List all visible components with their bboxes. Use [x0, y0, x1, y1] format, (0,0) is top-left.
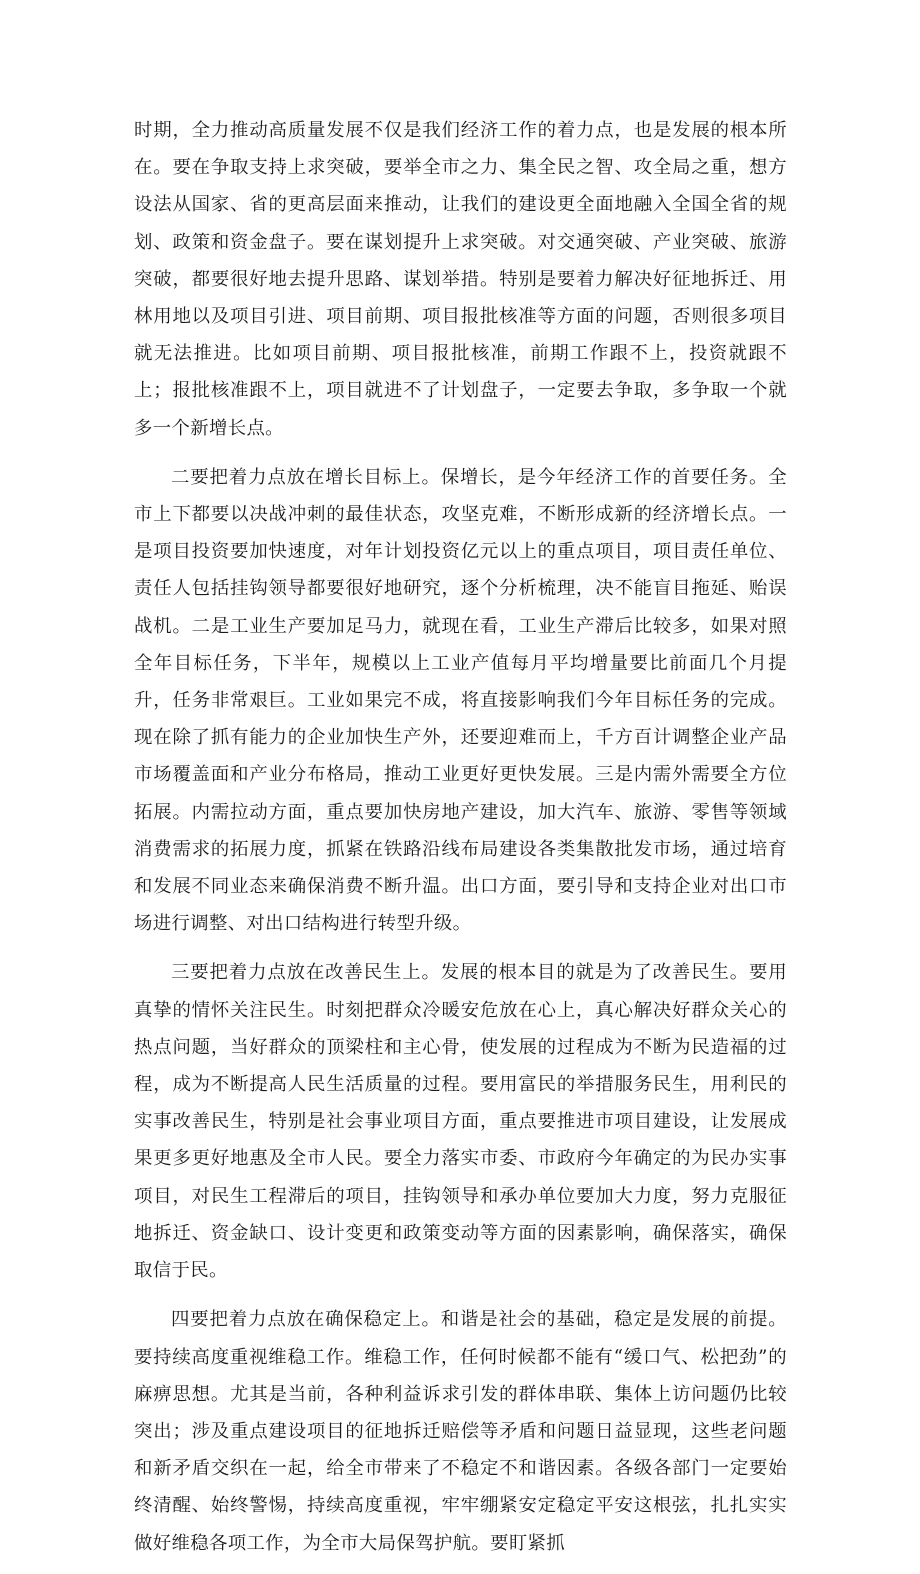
paragraph-continued: 时期，全力推动高质量发展不仅是我们经济工作的着力点，也是发展的根本所在。要在争取支持上求突破，要举全市之力、集全民之智、攻全局之重，想方设法从国家、省的更高层面来推动，让我们的建设更全面地融入全国全省的规划、政策和资金盘子。要在谋划提升上求突破。对交通突破、产业突破、旅游突破，都要很好地去提升思路、谋划举措。特别是要着力解决好征地拆迁、用林用地以及项目引进、项目前期、项目报批核准等方面的问题，否则很多项目就无法推进。比如项目前期、项目报批核准，前期工作跟不上，投资就跟不上；报批核准跟不上，项目就进不了计划盘子，一定要去争取，多争取一个就多一个新增长点。: [134, 120, 787, 439]
paragraph-growth-targets: 二要把着力点放在增长目标上。保增长，是今年经济工作的首要任务。全市上下都要以决战冲刺的最佳状态，攻坚克难，不断形成新的经济增长点。一是项目投资要加快速度，对年计划投资亿元以上的重点项目，项目责任单位、责任人包括挂钩领导都要很好地研究，逐个分析梳理，决不能盲目拖延、贻误战机。二是工业生产要加足马力，就现在看，工业生产滞后比较多，如果对照全年目标任务，下半年，规模以上工业产值每月平均增量要比前面几个月提升，任务非常艰巨。工业如果完不成，将直接影响我们今年目标任务的完成。现在除了抓有能力的企业加快生产外，还要迎难而上，千方百计调整企业产品市场覆盖面和产业分布格局，推动工业更好更快发展。三是内需外需要全方位拓展。内需拉动方面，重点要加快房地产建设，加大汽车、旅游、零售等领域消费需求的拓展力度，抓紧在铁路沿线布局建设各类集散批发市场，通过培育和发展不同业态来确保消费不断升温。出口方面，要引导和支持企业对出口市场进行调整、对出口结构进行转型升级。: [134, 466, 787, 935]
paragraph-stability: 四要把着力点放在确保稳定上。和谐是社会的基础，稳定是发展的前提。要持续高度重视维稳工作。维稳工作，任何时候都不能有“缓口气、松把劲”的麻痹思想。尤其是当前，各种利益诉求引发的群体串联、集体上访问题仍比较突出；涉及重点建设项目的征地拆迁赔偿等矛盾和问题日益显现，这些老问题和新矛盾交织在一起，给全市带来了不稳定不和谐因素。各级各部门一定要始终清醒、始终警惕，持续高度重视，牢牢绷紧安定稳定平安这根弦，扎扎实实做好维稳各项工作，为全市大局保驾护航。要盯紧抓: [134, 1309, 787, 1554]
document-body: [134, 112, 787, 1574]
paragraph-livelihood: 三要把着力点放在改善民生上。发展的根本目的就是为了改善民生。要用真挚的情怀关注民生。时刻把群众冷暖安危放在心上，真心解决好群众关心的热点问题，当好群众的顶梁柱和主心骨，使发展的过程成为不断为民造福的过程，成为不断提高人民生活质量的过程。要用富民的举措服务民生，用利民的实事改善民生，特别是社会事业项目方面，重点要推进市项目建设，让发展成果更多更好地惠及全市人民。要全力落实市委、市政府今年确定的为民办实事项目，对民生工程滞后的项目，挂钩领导和承办单位要加大力度，努力克服征地拆迁、资金缺口、设计变更和政策变动等方面的因素影响，确保落实，确保取信于民。: [134, 962, 787, 1282]
